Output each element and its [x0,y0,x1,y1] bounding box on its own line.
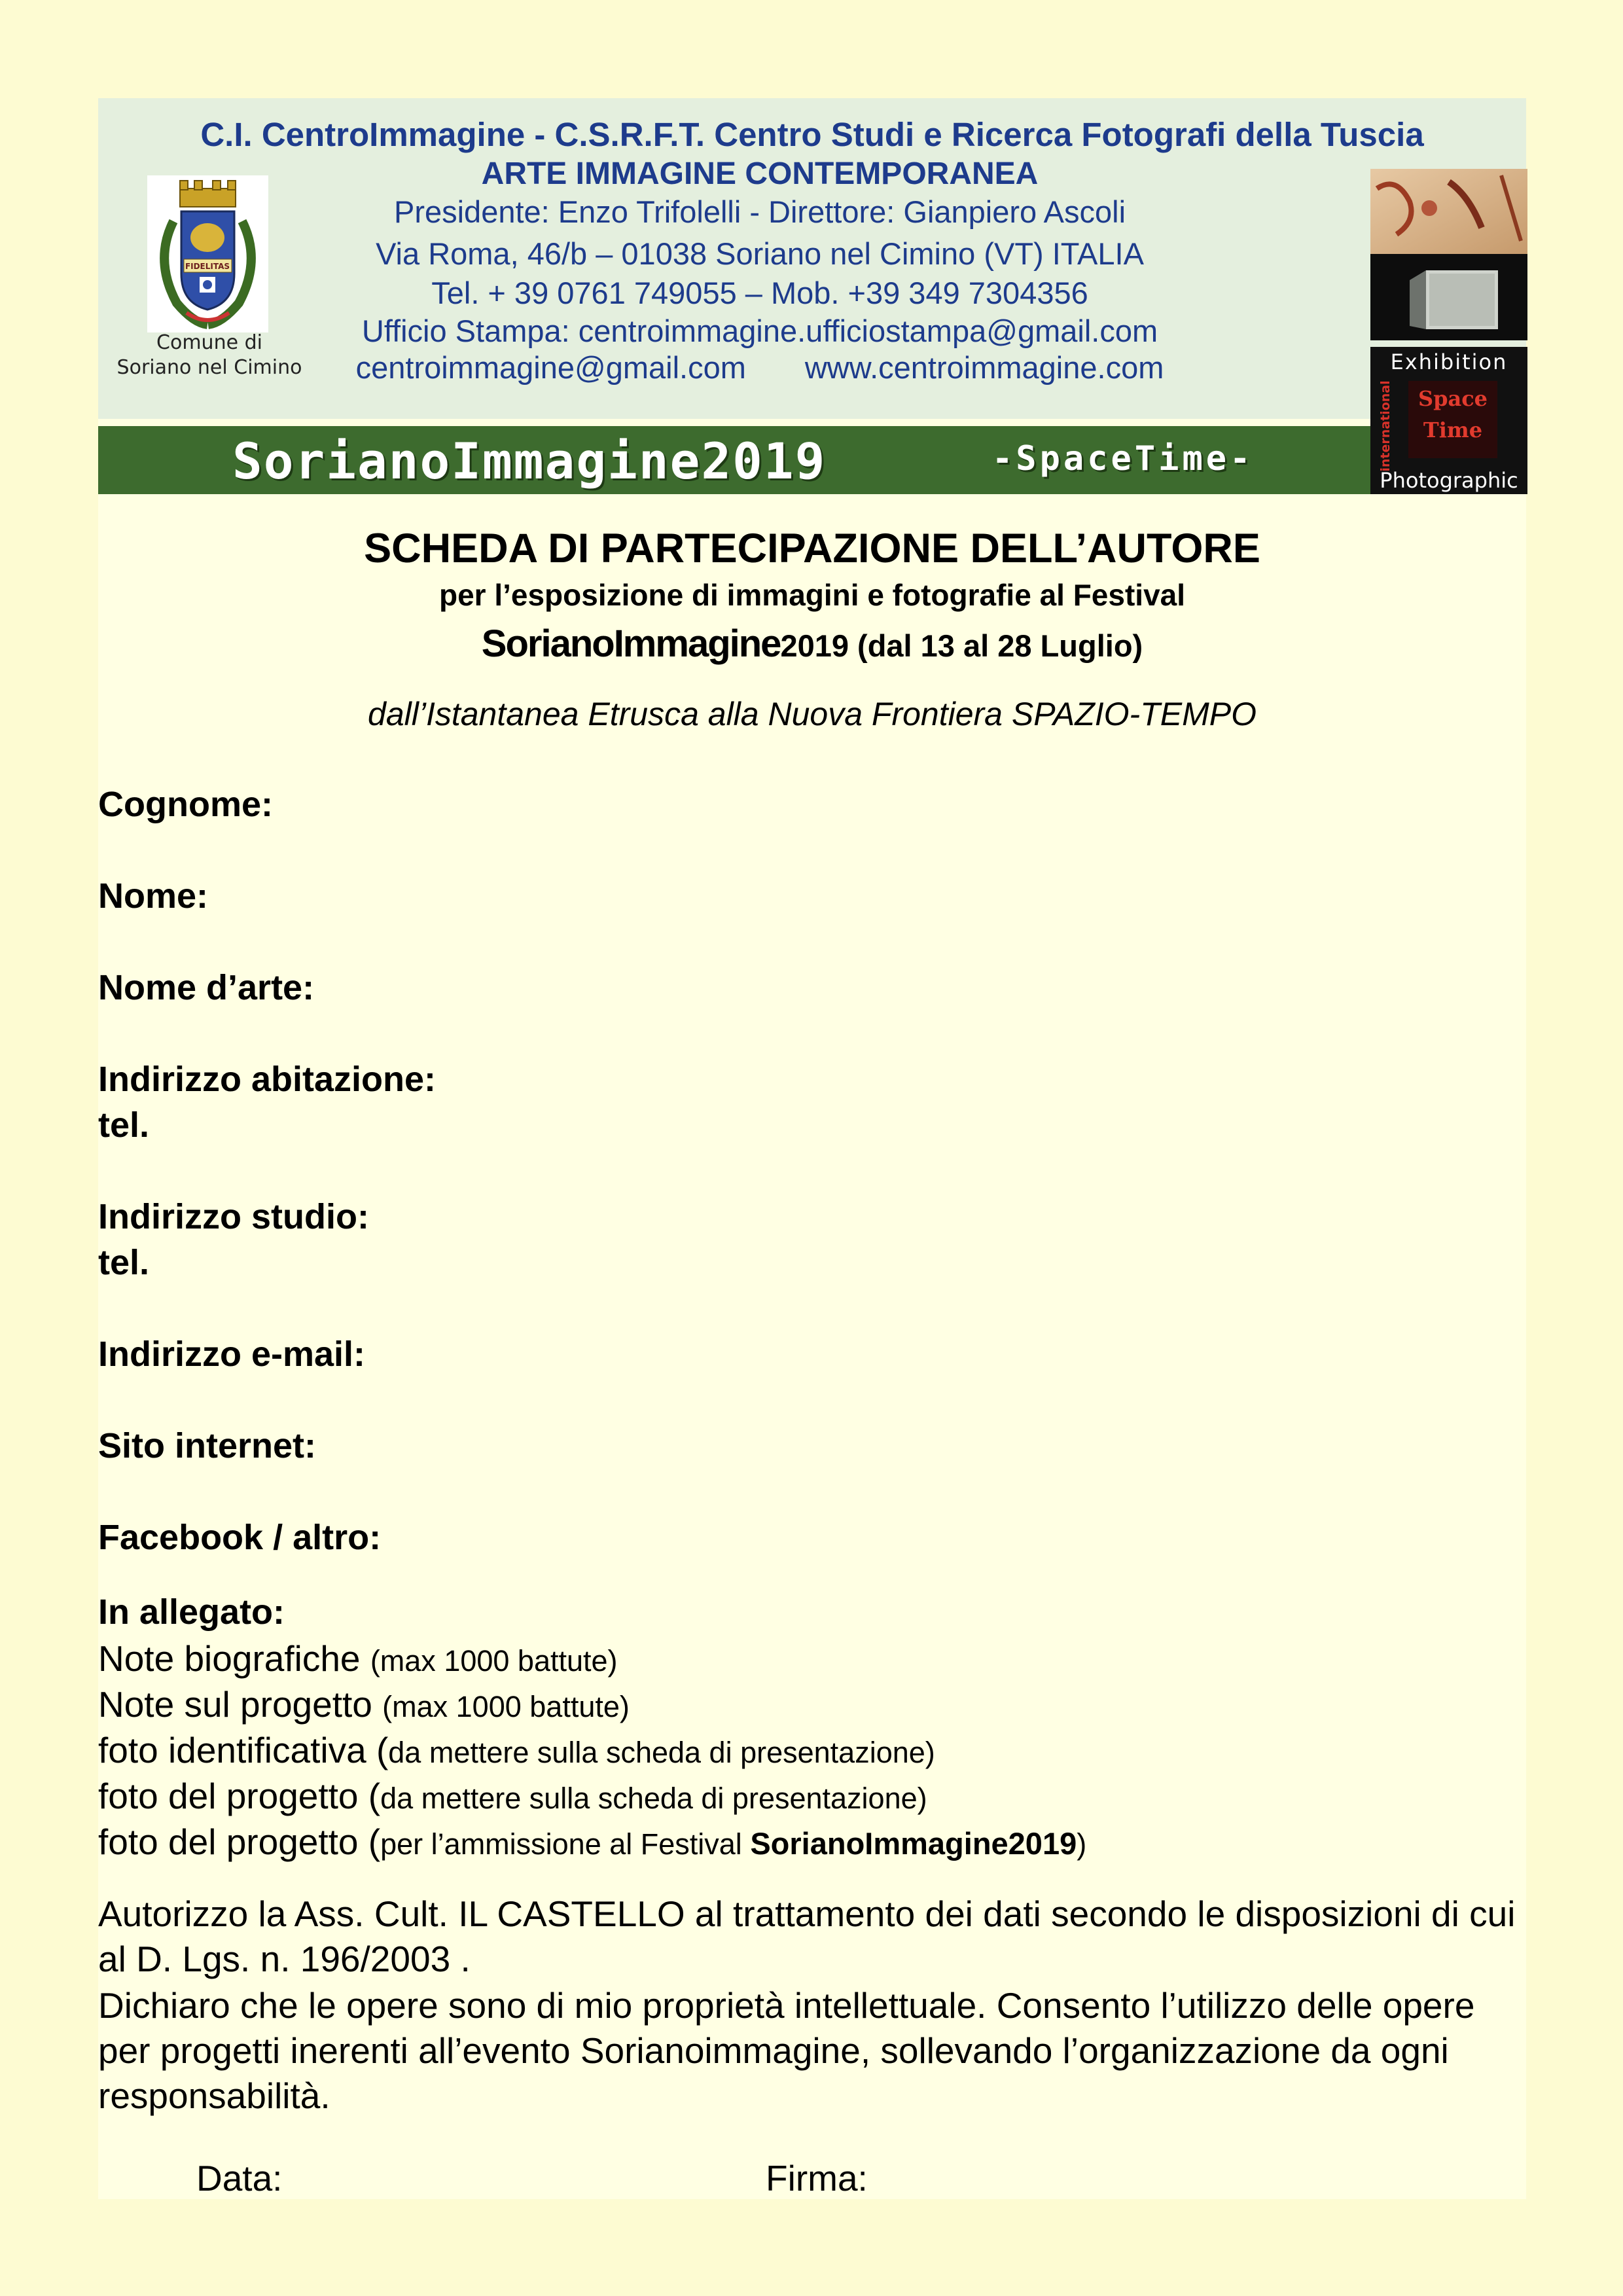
address-line: Via Roma, 46/b – 01038 Soriano nel Cimino (VT) ITALIA [376,236,1144,271]
etruscan-fresco-image [1370,169,1527,340]
privacy-consent-text: Autorizzo la Ass. Cult. IL CASTELLO al trattamento dei dati secondo le disposizioni di cui al D. Lgs. n. 196/2003 . [98,1893,1516,1979]
attachment-item: foto del progetto (da mettere sulla scheda di presentazione) [98,1776,927,1816]
attachment-item: foto del progetto (per l’ammissione al Festival SorianoImmagine2019) [98,1821,1087,1862]
phone-line: Tel. + 39 0761 749055 – Mob. +39 349 7304356 [431,276,1088,310]
festival-line [98,622,1526,666]
form-heading: SCHEDA DI PARTECIPAZIONE DELL’AUTORE [364,526,1260,571]
organization-title: C.I. CentroImmagine - C.S.R.F.T. Centro Studi e Ricerca Fotografi della Tuscia [200,116,1424,153]
festival-banner-title: SorianoImmagine2019 [232,432,827,490]
exhibition-badge-bottom: Photographic [1380,468,1518,493]
home-tel-label: tel. [98,1105,150,1145]
exhibition-badge-space: Space [1418,386,1488,411]
attachment-item: Note sul progetto (max 1000 battute) [98,1684,630,1725]
exhibition-badge-side: international [1378,380,1393,472]
festival-banner [98,426,1370,494]
municipality-caption: Comune di Soriano nel Cimino [116,331,302,379]
svg-text:FIDELITAS: FIDELITAS [185,262,230,271]
festival-dates: 2019 (dal 13 al 28 Luglio) [780,628,1143,663]
social-label: Facebook / altro: [98,1518,382,1557]
surname-label: Cognome: [98,785,273,824]
attachment-item: Note biografiche (max 1000 battute) [98,1638,618,1679]
website-label: Sito internet: [98,1426,316,1465]
email-link[interactable]: centroimmagine@gmail.com [355,350,746,385]
website-link[interactable]: www.centroimmagine.com [804,350,1164,385]
attachments-heading: In allegato: [98,1592,285,1632]
studio-tel-label: tel. [98,1243,150,1282]
attachment-item: foto identificativa (da mettere sulla scheda di presentazione) [98,1730,935,1770]
letterhead [98,98,1526,419]
form-subheading: per l’esposizione di immagini e fotografie al Festival [438,578,1186,612]
president-line: Presidente: Enzo Trifolelli - Direttore: Gianpiero Ascoli [393,194,1126,229]
festival-name: SorianoImmagine [481,622,781,665]
artname-label: Nome d’arte: [98,968,315,1007]
ownership-declaration-text: Dichiaro che le opere sono di mio proprietà intellettuale. Consento l’utilizzo delle opere per progetti inerenti all’evento Sorianoimmagine, sollevando l’organizzazione da ogni responsabilità. [98,1985,1475,2116]
email-label: Indirizzo e-mail: [98,1335,366,1374]
exhibition-badge-top: Exhibition [1390,350,1508,374]
studio-address-label: Indirizzo studio: [98,1197,369,1236]
signature-label: Firma: [766,2158,868,2198]
municipality-crest-icon [147,175,268,332]
festival-motto: dall’Istantanea Etrusca alla Nuova Frontiera SPAZIO-TEMPO [368,696,1257,732]
press-office-line: Ufficio Stampa: centroimmagine.ufficiostampa@gmail.com [361,314,1158,348]
festival-banner-tag: -SpaceTime- [992,439,1254,478]
exhibition-badge [1370,347,1527,494]
organization-subtitle: ARTE IMMAGINE CONTEMPORANEA [481,156,1039,191]
date-label: Data: [196,2158,283,2198]
exhibition-badge-time: Time [1423,418,1483,442]
home-address-label: Indirizzo abitazione: [98,1060,437,1099]
name-label: Nome: [98,876,209,916]
